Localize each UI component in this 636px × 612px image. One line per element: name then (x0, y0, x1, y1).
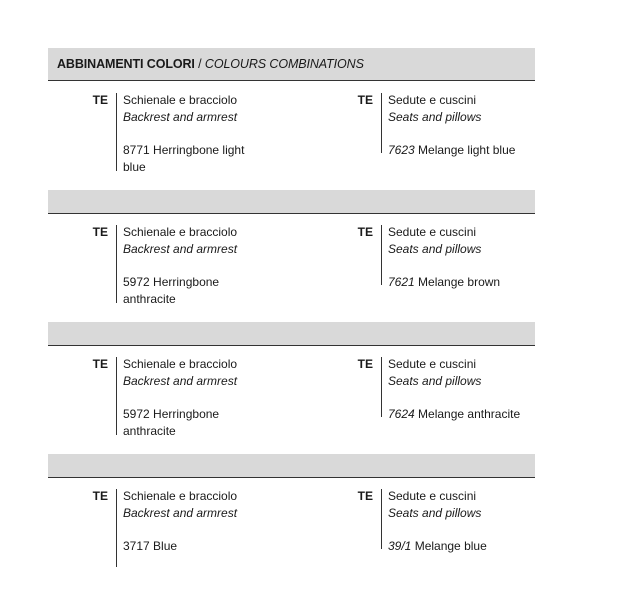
material-code: TE (357, 93, 373, 107)
color-code: 7621 (388, 275, 415, 289)
seats-details (388, 488, 487, 555)
material-code: TE (92, 489, 108, 503)
color-code: 39/1 (388, 539, 412, 553)
label-english: Backrest and armrest (123, 241, 238, 256)
label-english: Backrest and armrest (123, 373, 238, 388)
divider-line (116, 357, 117, 435)
color-line (388, 538, 487, 555)
color-name-continued: anthracite (123, 291, 176, 306)
label-italian: Schienale e bracciolo (123, 357, 238, 371)
backrest-details (123, 92, 244, 175)
color-line (123, 406, 237, 423)
section-separator (48, 454, 535, 478)
section-separator (48, 322, 535, 346)
header-title-italian: ABBINAMENTI COLORI (57, 57, 195, 71)
color-code: 5972 (123, 407, 150, 421)
material-code: TE (92, 93, 108, 107)
color-name-continued: anthracite (123, 423, 176, 438)
label-italian: Schienale e bracciolo (123, 489, 238, 503)
label-english: Seats and pillows (388, 109, 482, 124)
material-code: TE (357, 357, 373, 371)
color-code: 7623 (388, 143, 415, 157)
color-name: Melange light blue (418, 143, 516, 157)
label-english: Backrest and armrest (123, 109, 238, 124)
label-english: Seats and pillows (388, 373, 482, 388)
color-line (123, 274, 237, 291)
label-italian: Schienale e bracciolo (123, 225, 238, 239)
divider-line (381, 93, 382, 153)
color-code: 5972 (123, 275, 150, 289)
backrest-details (123, 356, 237, 439)
header-title-english: COLOURS COMBINATIONS (204, 57, 364, 71)
color-line (388, 406, 520, 423)
color-name: Blue (153, 539, 178, 553)
material-code: TE (357, 225, 373, 239)
color-name: Melange blue (414, 539, 487, 553)
label-italian: Sedute e cuscini (388, 225, 477, 239)
color-line (388, 142, 515, 159)
seats-details (388, 356, 520, 423)
label-english: Seats and pillows (388, 241, 482, 256)
label-italian: Sedute e cuscini (388, 489, 477, 503)
color-name: Herringbone (153, 407, 220, 421)
section-separator (48, 190, 535, 214)
header-title-separator: / (194, 57, 205, 71)
color-code: 3717 (123, 539, 150, 553)
color-line (123, 142, 244, 159)
color-name: Herringbone light (153, 143, 245, 157)
divider-line (116, 93, 117, 171)
color-name: Herringbone (153, 275, 220, 289)
section-header (48, 48, 535, 81)
label-italian: Sedute e cuscini (388, 93, 477, 107)
divider-line (381, 357, 382, 417)
divider-line (381, 489, 382, 549)
seats-details (388, 224, 500, 291)
color-line (123, 538, 237, 555)
color-name: Melange brown (418, 275, 501, 289)
backrest-details (123, 224, 237, 307)
divider-line (116, 225, 117, 303)
combination-4 (48, 477, 535, 577)
header-title (57, 57, 364, 72)
backrest-details (123, 488, 237, 555)
combination-1 (48, 81, 535, 181)
label-english: Seats and pillows (388, 505, 482, 520)
color-name-continued: blue (123, 159, 146, 174)
material-code: TE (357, 489, 373, 503)
color-name: Melange anthracite (418, 407, 521, 421)
color-line (388, 274, 500, 291)
color-code: 8771 (123, 143, 150, 157)
label-italian: Schienale e bracciolo (123, 93, 238, 107)
divider-line (116, 489, 117, 567)
color-code: 7624 (388, 407, 415, 421)
seats-details (388, 92, 515, 159)
material-code: TE (92, 357, 108, 371)
divider-line (381, 225, 382, 285)
label-english: Backrest and armrest (123, 505, 238, 520)
label-italian: Sedute e cuscini (388, 357, 477, 371)
material-code: TE (92, 225, 108, 239)
combination-2 (48, 213, 535, 313)
combination-3 (48, 345, 535, 445)
